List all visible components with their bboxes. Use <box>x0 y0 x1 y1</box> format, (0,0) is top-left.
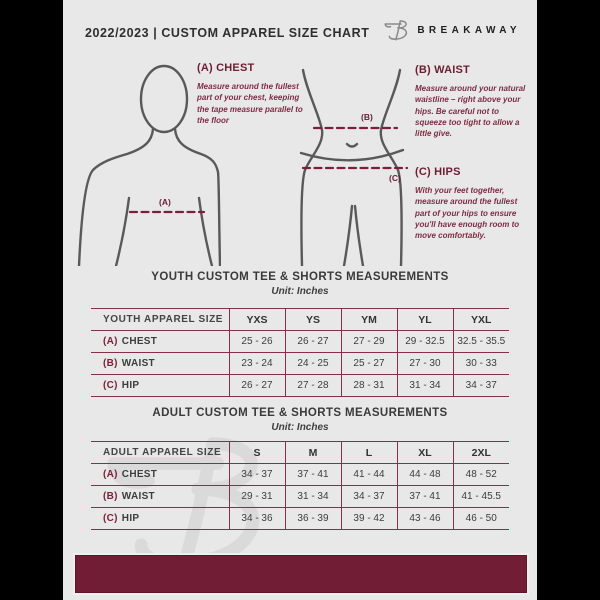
chest-heading: (A) CHEST <box>197 62 255 74</box>
table-row <box>91 486 509 508</box>
youth-waist-label <box>91 353 229 375</box>
cell: 43 - 46 <box>397 508 453 530</box>
cell: 41 - 45.5 <box>453 486 509 508</box>
adult-table-unit: Unit: Inches <box>271 422 329 433</box>
youth-col-ys: YS <box>285 309 341 331</box>
cell: 26 - 27 <box>285 331 341 353</box>
adult-col-2xl: 2XL <box>453 442 509 464</box>
row-label: HIP <box>121 513 140 524</box>
cell: 31 - 34 <box>285 486 341 508</box>
row-prefix: (A) <box>103 469 118 480</box>
cell: 25 - 27 <box>341 353 397 375</box>
youth-size-table <box>91 308 509 397</box>
cell: 44 - 48 <box>397 464 453 486</box>
row-label: HIP <box>121 380 140 391</box>
waist-heading: (B) WAIST <box>415 64 470 76</box>
cell: 28 - 31 <box>341 375 397 397</box>
size-chart-page <box>63 0 537 600</box>
cell: 27 - 28 <box>285 375 341 397</box>
youth-col-ym: YM <box>341 309 397 331</box>
waist-body-text: Measure around your natural waistline – right above your hips. Be careful not to squeeze too tight to allow a little give. <box>415 84 526 139</box>
brand-name: BREAKAWAY <box>417 24 521 36</box>
row-prefix: (C) <box>103 380 118 391</box>
row-prefix: (B) <box>103 358 118 369</box>
cell: 24 - 25 <box>285 353 341 375</box>
cell: 34 - 37 <box>453 375 509 397</box>
youth-table-title: YOUTH CUSTOM TEE & SHORTS MEASUREMENTS <box>151 271 449 283</box>
table-row <box>91 353 509 375</box>
chest-body-text: Measure around the fullest part of your chest, keeping the tape measure parallel to the floor <box>197 82 303 126</box>
brand-lockup <box>383 17 521 43</box>
adult-col-m: M <box>285 442 341 464</box>
table-row <box>91 375 509 397</box>
youth-size-header: YOUTH APPAREL SIZE <box>91 309 229 331</box>
lower-body-diagram <box>291 56 417 266</box>
chest-line-label: (A) <box>159 197 171 207</box>
youth-col-yl: YL <box>397 309 453 331</box>
adult-chest-label <box>91 464 229 486</box>
row-prefix: (A) <box>103 336 118 347</box>
youth-col-yxs: YXS <box>229 309 285 331</box>
table-row <box>91 331 509 353</box>
cell: 36 - 39 <box>285 508 341 530</box>
cell: 29 - 32.5 <box>397 331 453 353</box>
adult-table-title: ADULT CUSTOM TEE & SHORTS MEASUREMENTS <box>152 407 448 419</box>
row-prefix: (C) <box>103 513 118 524</box>
adult-size-header: ADULT APPAREL SIZE <box>91 442 229 464</box>
cell: 39 - 42 <box>341 508 397 530</box>
adult-waist-label <box>91 486 229 508</box>
youth-chest-label <box>91 331 229 353</box>
cell: 34 - 36 <box>229 508 285 530</box>
cell: 25 - 26 <box>229 331 285 353</box>
cell: 26 - 27 <box>229 375 285 397</box>
cell: 34 - 37 <box>229 464 285 486</box>
table-row <box>91 464 509 486</box>
adult-header-row <box>91 442 509 464</box>
adult-col-s: S <box>229 442 285 464</box>
hips-line-label: (C) <box>389 173 401 183</box>
cell: 41 - 44 <box>341 464 397 486</box>
cell: 46 - 50 <box>453 508 509 530</box>
youth-col-yxl: YXL <box>453 309 509 331</box>
adult-size-table <box>91 441 509 530</box>
cell: 23 - 24 <box>229 353 285 375</box>
row-prefix: (B) <box>103 491 118 502</box>
youth-header-row <box>91 309 509 331</box>
hips-body-text: With your feet together, measure around the fullest part of your hips to ensure you'll have enough room to move comfortably. <box>415 186 520 241</box>
youth-table-unit: Unit: Inches <box>271 286 329 297</box>
row-label: WAIST <box>121 491 155 502</box>
cell: 30 - 33 <box>453 353 509 375</box>
hips-instruction <box>415 166 527 242</box>
table-row <box>91 508 509 530</box>
cell: 32.5 - 35.5 <box>453 331 509 353</box>
row-label: WAIST <box>121 358 155 369</box>
waist-line-label: (B) <box>361 112 373 122</box>
waist-instruction <box>415 64 527 140</box>
row-label: CHEST <box>121 336 158 347</box>
cell: 34 - 37 <box>341 486 397 508</box>
breakaway-logo-icon <box>383 17 410 43</box>
cell: 27 - 30 <box>397 353 453 375</box>
adult-col-l: L <box>341 442 397 464</box>
cell: 29 - 31 <box>229 486 285 508</box>
cell: 27 - 29 <box>341 331 397 353</box>
hips-heading: (C) HIPS <box>415 166 461 178</box>
row-label: CHEST <box>121 469 158 480</box>
cell: 37 - 41 <box>285 464 341 486</box>
cell: 48 - 52 <box>453 464 509 486</box>
adult-hip-label <box>91 508 229 530</box>
page-title: 2022/2023 | CUSTOM APPAREL SIZE CHART <box>85 25 370 40</box>
cell: 37 - 41 <box>397 486 453 508</box>
footer-bar <box>75 555 527 593</box>
youth-hip-label <box>91 375 229 397</box>
adult-col-xl: XL <box>397 442 453 464</box>
cell: 31 - 34 <box>397 375 453 397</box>
